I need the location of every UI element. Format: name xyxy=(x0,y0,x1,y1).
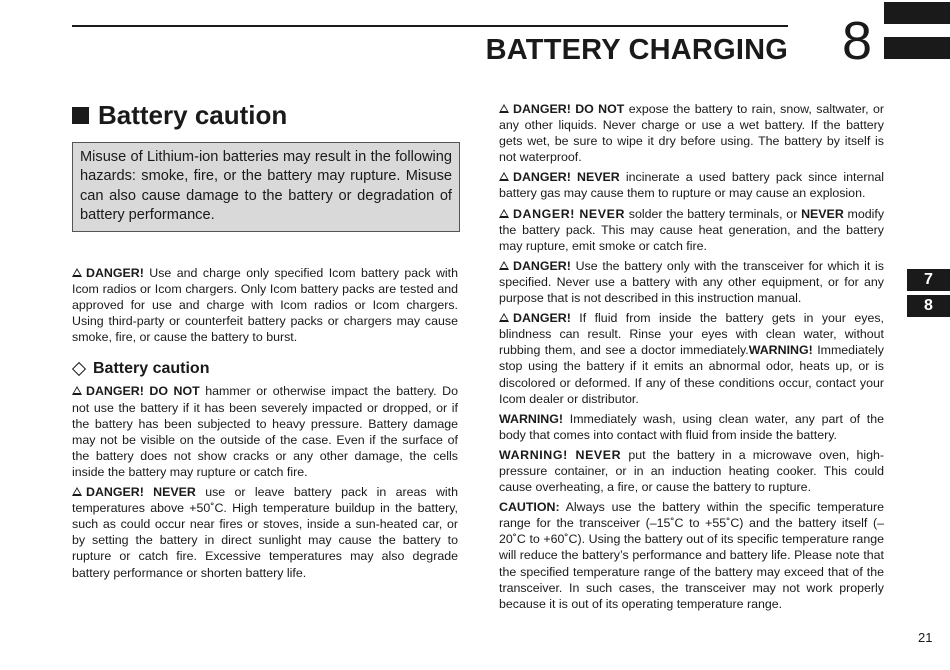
chapter-title: BATTERY CHARGING xyxy=(485,34,788,66)
paragraph-text: modify the battery pack. This may cause heat generation, and the battery may rupture, emit smoke or catch fire. xyxy=(499,206,885,253)
chapter-tab-bar-bottom xyxy=(884,37,950,59)
subheading-text: Battery caution xyxy=(93,360,210,378)
paragraph xyxy=(499,499,884,612)
square-bullet-icon xyxy=(72,107,89,124)
paragraph xyxy=(72,383,458,480)
warning-triangle-icon xyxy=(72,268,82,277)
danger-label: DANGER! xyxy=(513,258,571,273)
paragraph-text: Use the battery only with the transceiver for which it is specified. Never use a battery with any other equipment, or for any purpose that is not described in this instruction manual. xyxy=(499,258,884,306)
left-column xyxy=(72,265,458,585)
warning-label: WARNING! xyxy=(748,343,813,358)
header-rule xyxy=(72,25,788,27)
paragraph xyxy=(499,411,884,443)
paragraph-text: Immediately stop using the battery if it emits an abnormal odor, heats up, or is discolored or deformed. If any of these conditions occur, contact your Icom dealer or distributor. xyxy=(499,343,884,406)
side-tab-7: 7 xyxy=(907,269,950,291)
paragraph xyxy=(72,265,458,345)
paragraph xyxy=(499,206,884,254)
warning-triangle-icon xyxy=(72,386,82,395)
paragraph-text: Use and charge only specified Icom battery pack with Icom radios or Icom chargers. Only Icom battery packs are tested and approved for use and charge with Icom radios or Icom chargers. Using third-party or counterfeit battery packs or chargers may cause smoke, fire, or cause the battery to burst. xyxy=(72,266,458,345)
paragraph xyxy=(499,101,884,165)
danger-label: DANGER! xyxy=(513,311,571,326)
subheading xyxy=(72,359,458,379)
warning-triangle-icon xyxy=(499,209,509,218)
paragraph-text: use or leave battery pack in areas with temperatures above +50˚C. High temperature buildup in the battery, such as could occur near fires or stoves, inside a sun-heated car, or by setting the battery in direct sunlight may cause the battery to rupture or catch fire. Excessive temperatures may also degrade battery performance or shorten battery life. xyxy=(72,485,458,580)
danger-label: DANGER! DO NOT xyxy=(513,102,625,116)
paragraph-text: expose the battery to rain, snow, saltwater, or any other liquids. Never charge or use a wet battery. If the battery gets wet, be sure to wipe it dry before using. The battery by itself is not waterproof. xyxy=(499,102,884,165)
never-label: NEVER xyxy=(801,206,844,221)
warning-triangle-icon xyxy=(499,172,509,181)
warning-triangle-icon xyxy=(72,487,82,496)
paragraph xyxy=(72,484,458,581)
caution-box: Misuse of Lithium-ion batteries may result in the following hazards: smoke, fire, or the battery may rupture. Misuse can also cause damage to the battery or degradation of battery performance. xyxy=(72,142,460,232)
section-title-text: Battery caution xyxy=(98,100,288,130)
danger-label: DANGER! NEVER xyxy=(513,206,626,221)
diamond-bullet-icon xyxy=(72,362,86,376)
right-column xyxy=(499,101,884,616)
paragraph xyxy=(499,447,884,495)
warning-label: WARNING! xyxy=(499,411,564,426)
paragraph-text: Always use the battery within the specific temperature range for the transceiver (–15˚C to +55˚C) and the battery itself (–20˚C to +60˚C). Using the battery out of its specific temperature range will reduce the battery’s performance and battery life. Please note that the specified temperature range of the battery may exceed that of the transceiver. In such cases, the transceiver may not work properly because it is out of its operating temperature range. xyxy=(499,500,884,611)
caution-label: CAUTION: xyxy=(499,500,560,515)
warning-triangle-icon xyxy=(499,261,509,270)
paragraph-text: hammer or otherwise impact the battery. Do not use the battery if it has been severely impacted or dropped, or if the battery has been subjected to heavy pressure. Battery damage may not be visible on the outside of the case. Even if the surface of the battery does not show cracks or any other damage, the cells inside the battery may rupture or catch fire. xyxy=(72,384,458,479)
paragraph-text: Immediately wash, using clean water, any part of the body that comes into contact with fluid from inside the battery. xyxy=(499,411,884,442)
danger-label: DANGER! NEVER xyxy=(513,170,620,185)
paragraph xyxy=(499,169,884,201)
paragraph-text: put the battery in a microwave oven, high-pressure container, or in an induction heating cooker. This could cause overheating, a fire, or cause the battery to rupture. xyxy=(499,447,885,495)
paragraph-text: If fluid from inside the battery gets in your eyes, blindness can result. Rinse your eyes with clean water, without rubbing them, and see a doctor immediately. xyxy=(499,311,884,358)
paragraph xyxy=(499,258,884,306)
chapter-tab-bar-top xyxy=(884,2,950,24)
danger-label: DANGER! xyxy=(86,266,144,280)
paragraph xyxy=(499,310,884,407)
section-title xyxy=(72,98,287,132)
warning-label: WARNING! NEVER xyxy=(499,447,622,462)
side-tab-8: 8 xyxy=(907,295,950,317)
warning-triangle-icon xyxy=(499,104,509,113)
danger-label: DANGER! DO NOT xyxy=(86,384,200,399)
paragraph-text: solder the battery terminals, or xyxy=(625,206,802,221)
warning-triangle-icon xyxy=(499,313,509,322)
paragraph-text: incinerate a used battery pack since internal battery gas may cause them to rupture or may cause an explosion. xyxy=(499,170,884,201)
danger-label: DANGER! NEVER xyxy=(86,485,196,500)
page-number: 21 xyxy=(918,630,933,645)
chapter-number: 8 xyxy=(842,11,873,71)
